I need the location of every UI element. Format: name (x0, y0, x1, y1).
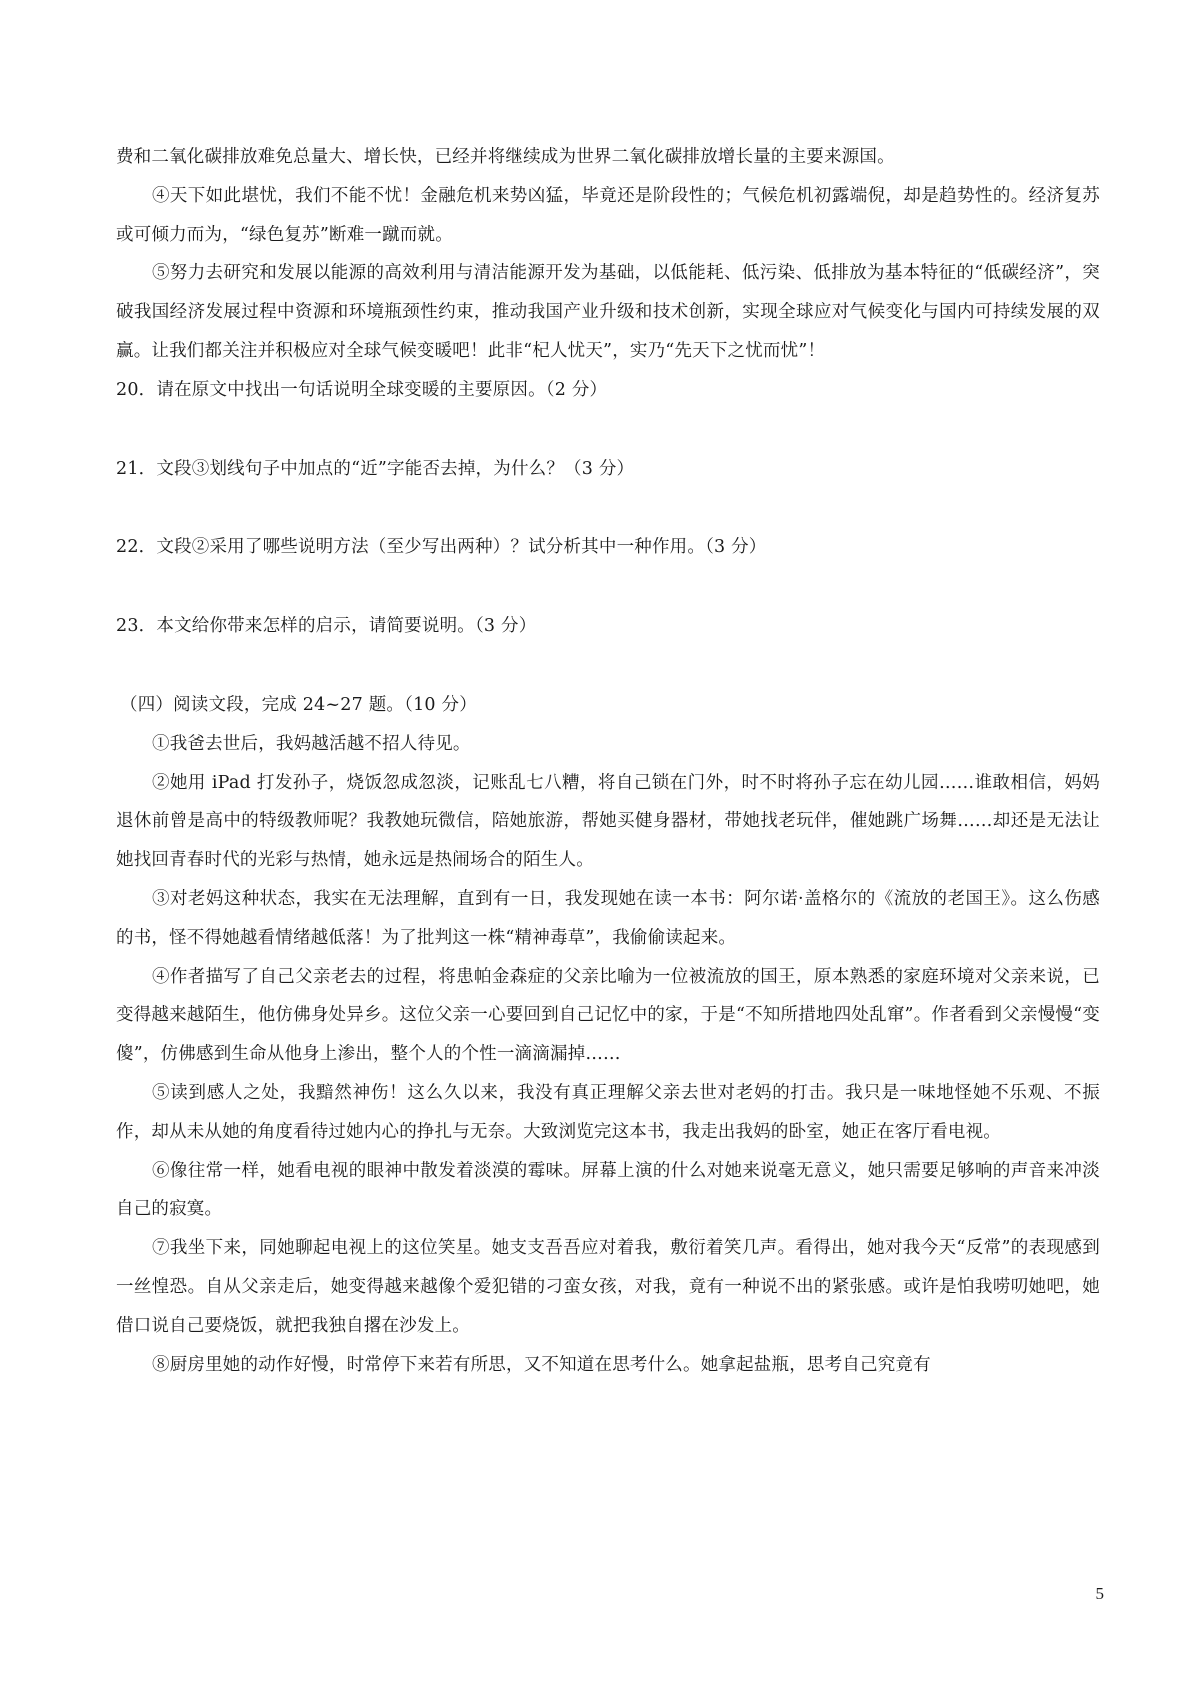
story-paragraph-3: ③对老妈这种状态，我实在无法理解，直到有一日，我发现她在读一本书：阿尔诺·盖格尔的《流放的老国王》。这么伤感的书，怪不得她越看情绪越低落！为了批判这一株“精神毒草”，我偷偷读起来。 (116, 888, 1100, 948)
story-paragraph-4: ④作者描写了自己父亲老去的过程，将患帕金森症的父亲比喻为一位被流放的国王，原本熟悉的家庭环境对父亲来说，已变得越来越陌生，他仿佛身处异乡。这位父亲一心要回到自己记忆中的家，于是“不知所措地四处乱窜”。作者看到父亲慢慢“变傻”，仿佛感到生命从他身上渗出，整个人的个性一滴滴漏掉…… (116, 966, 1100, 1065)
question-22: 22．文段②采用了哪些说明方法（至少写出两种）？试分析其中一种作用。（3 分） (116, 537, 767, 558)
story-paragraph-5: ⑤读到感人之处，我黯然神伤！这么久以来，我没有真正理解父亲去世对老妈的打击。我只是一味地怪她不乐观、不振作，却从未从她的角度看待过她内心的挣扎与无奈。大致浏览完这本书，我走出我妈的卧室，她正在客厅看电视。 (116, 1082, 1100, 1142)
question-20: 20．请在原文中找出一句话说明全球变暖的主要原因。（2 分） (116, 379, 608, 400)
answer-space (116, 646, 1100, 686)
question-23: 23．本文给你带来怎样的启示，请简要说明。（3 分） (116, 616, 537, 637)
document-body (116, 138, 1100, 1384)
section-4-title: （四）阅读文段，完成 24~27 题。（10 分） (120, 694, 477, 715)
story-paragraph-7: ⑦我坐下来，同她聊起电视上的这位笑星。她支支吾吾应对着我，敷衍着笑几声。看得出，她对我今天“反常”的表现感到一丝惶恐。自从父亲走后，她变得越来越像个爱犯错的刁蛮女孩，对我，竟有一种说不出的紧张感。或许是怕我唠叨她吧，她借口说自己要烧饭，就把我独自撂在沙发上。 (116, 1238, 1100, 1336)
story-paragraph-6: ⑥像往常一样，她看电视的眼神中散发着淡漠的霉味。屏幕上演的什么对她来说毫无意义，她只需要足够响的声音来冲淡自己的寂寞。 (116, 1160, 1100, 1220)
answer-space (116, 567, 1100, 607)
passage-continuation: 费和二氧化碳排放难免总量大、增长快，已经并将继续成为世界二氧化碳排放增长量的主要来源国。 (116, 147, 895, 167)
question-21: 21．文段③划线句子中加点的“近”字能否去掉，为什么？（3 分） (116, 458, 635, 479)
story-paragraph-8: ⑧厨房里她的动作好慢，时常停下来若有所思，又不知道在思考什么。她拿起盐瓶，思考自己究竟有 (152, 1354, 931, 1375)
passage-paragraph-4: ④天下如此堪忧，我们不能不忧！金融危机来势凶猛，毕竟还是阶段性的；气候危机初露端倪，却是趋势性的。经济复苏或可倾力而为，“绿色复苏”断难一蹴而就。 (116, 185, 1100, 245)
answer-space (116, 488, 1100, 528)
story-paragraph-1: ①我爸去世后，我妈越活越不招人待见。 (152, 733, 471, 754)
story-paragraph-2: ②她用 iPad 打发孙子，烧饭忽成忽淡，记账乱七八糟，将自己锁在门外，时不时将孙子忘在幼儿园……谁敢相信，妈妈退休前曾是高中的特级教师呢？我教她玩微信，陪她旅游，帮她买健身器材，带她找老玩伴，催她跳广场舞……却还是无法让她找回青春时代的光彩与热情，她永远是热闹场合的陌生人。 (116, 772, 1100, 871)
answer-space (116, 410, 1100, 450)
page-number: 5 (1095, 1584, 1104, 1603)
passage-paragraph-5: ⑤努力去研究和发展以能源的高效利用与清洁能源开发为基础，以低能耗、低污染、低排放为基本特征的“低碳经济”，突破我国经济发展过程中资源和环境瓶颈性约束，推动我国产业升级和技术创新，实现全球应对气候变化与国内可持续发展的双赢。让我们都关注并积极应对全球气候变暖吧！此非“杞人忧天”，实乃“先天下之忧而忧”！ (116, 263, 1100, 361)
